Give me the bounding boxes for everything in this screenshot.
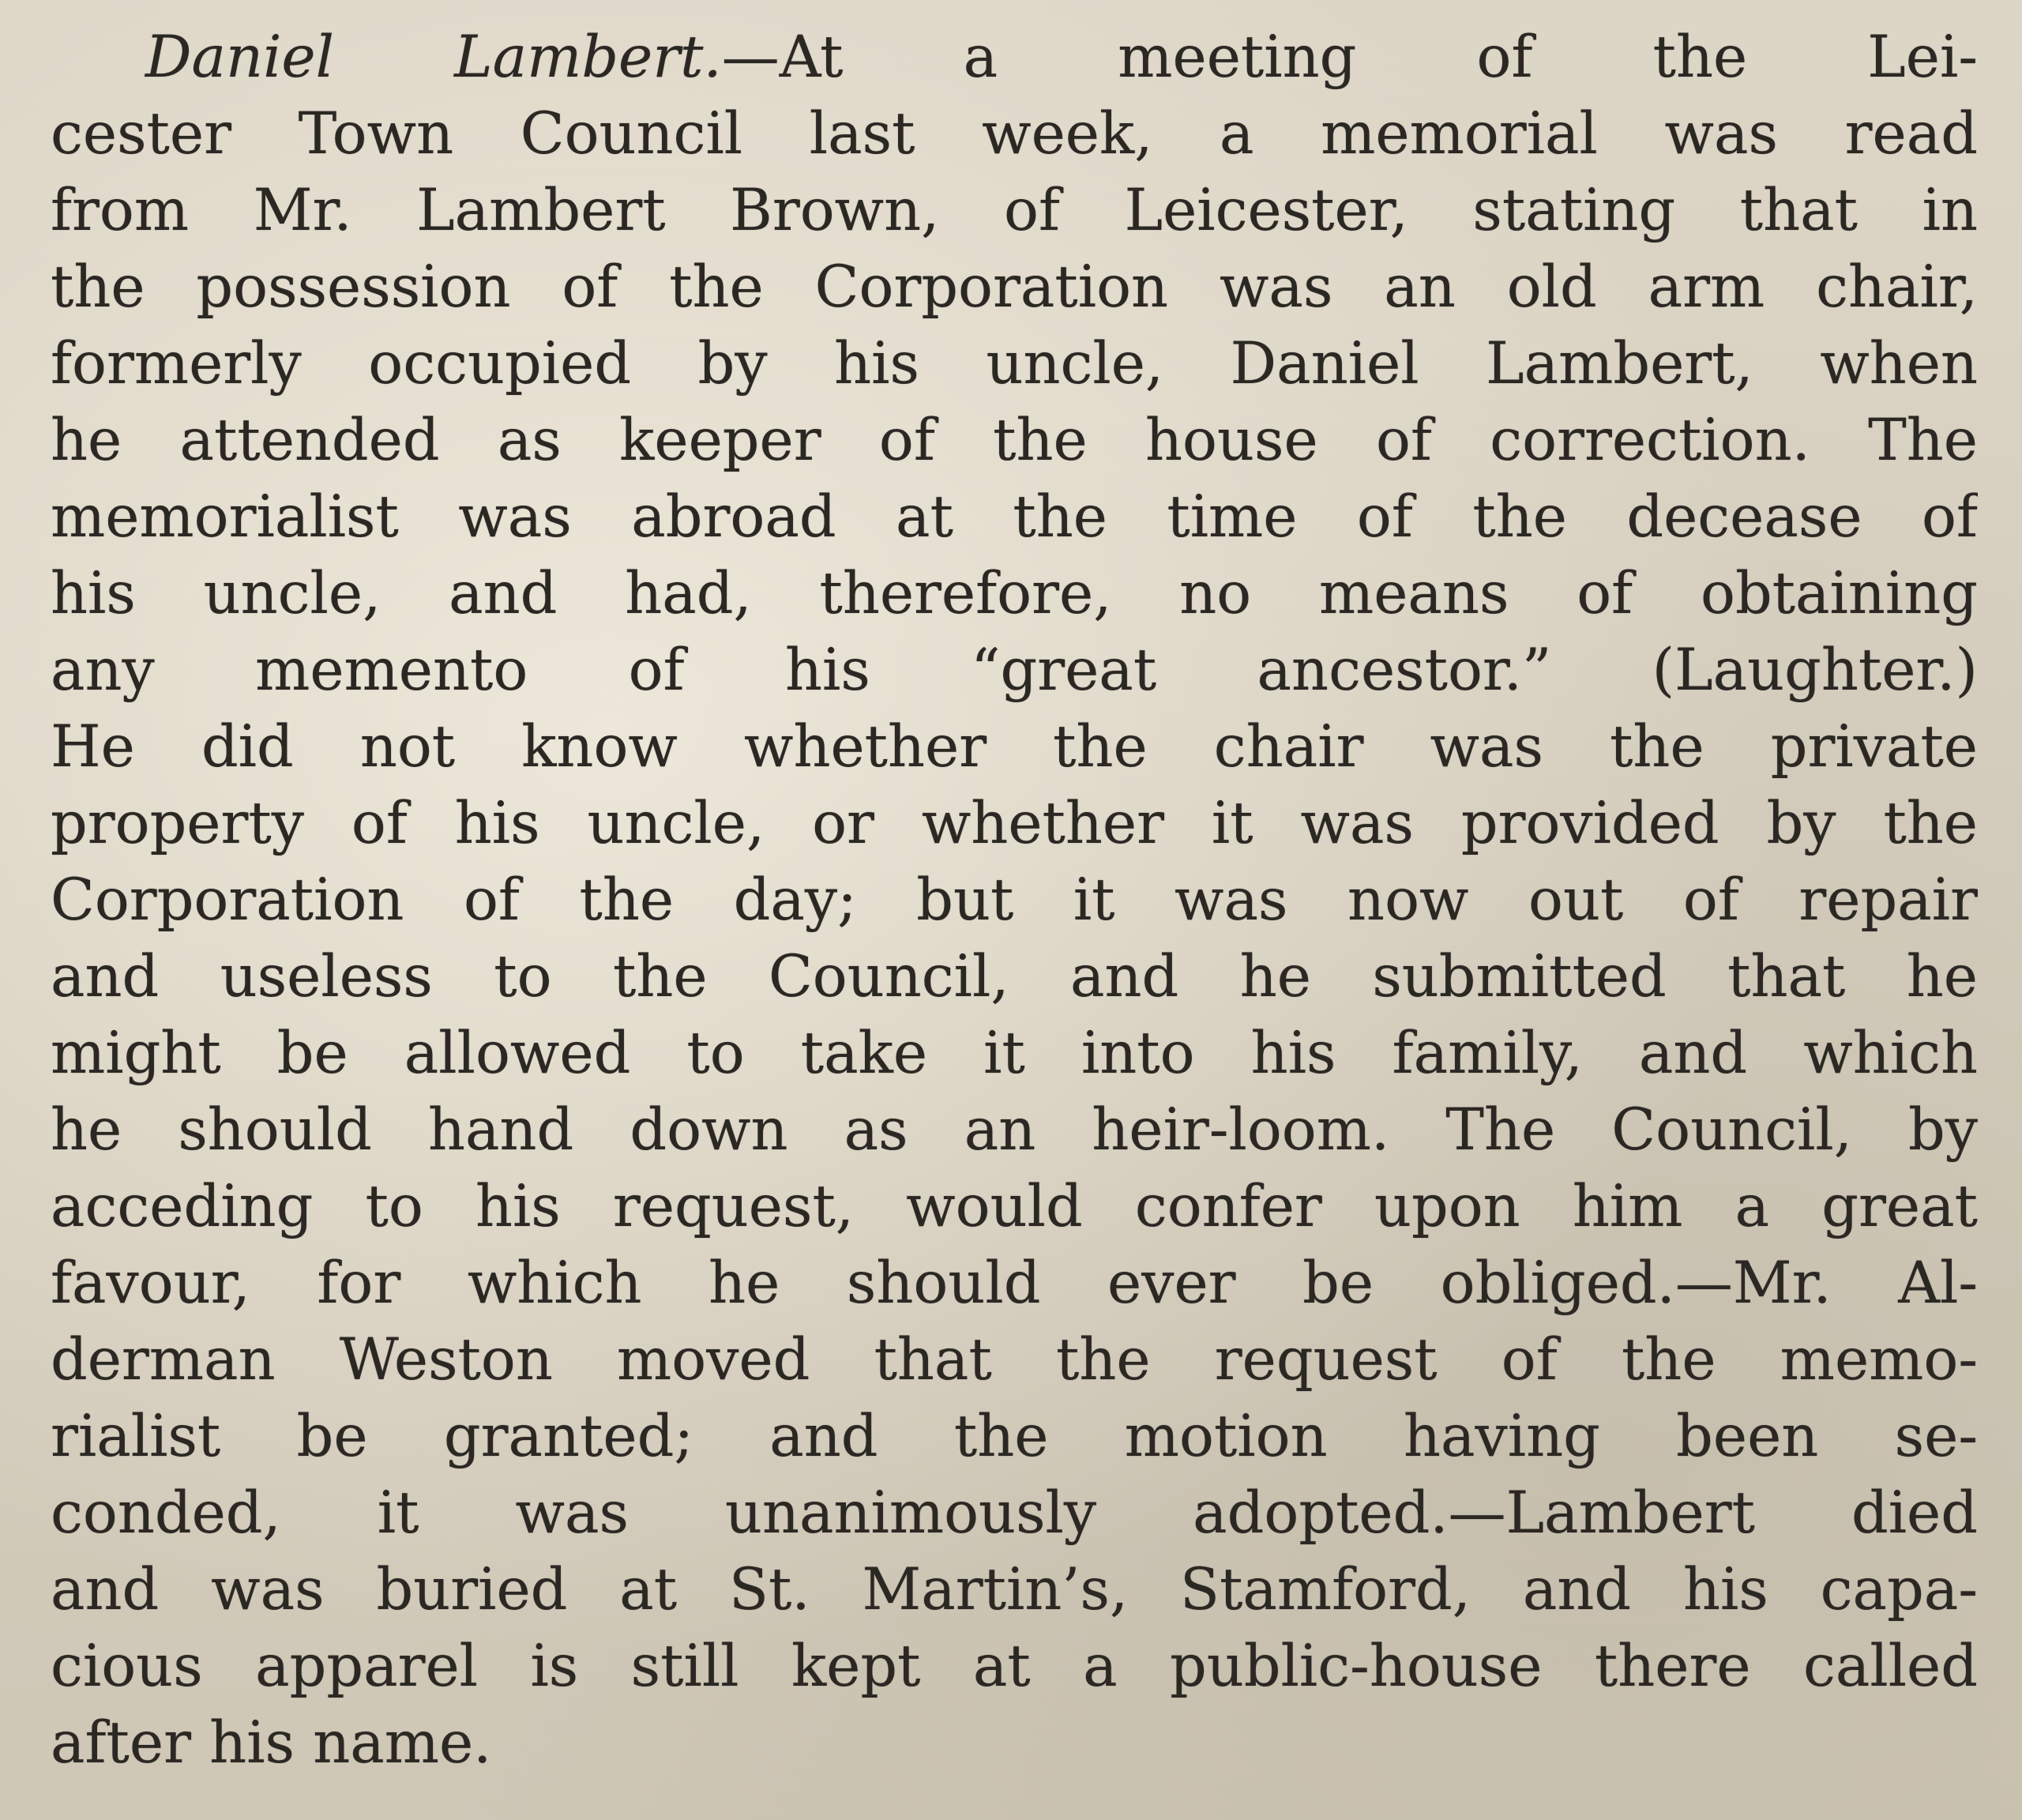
- article-line-19: rialist be granted; and the motion having been se-: [51, 1403, 1978, 1470]
- article-line-20: conded, it was unanimously adopted.—Lambert died: [51, 1480, 1978, 1547]
- article-line-2: cester Town Council last week, a memorial was read: [51, 100, 1978, 167]
- article-line-13: and useless to the Council, and he submitted that he: [51, 943, 1978, 1010]
- article-line-5: formerly occupied by his uncle, Daniel Lambert, when: [51, 330, 1978, 397]
- article-line-14: might be allowed to take it into his family, and which: [51, 1020, 1978, 1087]
- article-line-22: cious apparel is still kept at a public-house there called: [51, 1633, 1978, 1700]
- article-line-15: he should hand down as an heir-loom. The Council, by: [51, 1096, 1978, 1164]
- article-line-18: derman Weston moved that the request of the memo-: [51, 1326, 1978, 1393]
- article-line-12: Corporation of the day; but it was now out of repair: [51, 867, 1978, 934]
- article-column: [51, 19, 1978, 1781]
- article-line-7: memorialist was abroad at the time of the decease of: [51, 483, 1978, 551]
- article-line-9: any memento of his “great ancestor.” (Laughter.): [51, 637, 1978, 704]
- article-line-3: from Mr. Lambert Brown, of Leicester, stating that in: [51, 177, 1978, 244]
- article-line-16: acceding to his request, would confer upon him a great: [51, 1173, 1978, 1240]
- article-line-17: favour, for which he should ever be obliged.—Mr. Al-: [51, 1250, 1978, 1317]
- article-line-23: after his name.: [51, 1709, 492, 1777]
- article-line-4: the possession of the Corporation was an old arm chair,: [51, 254, 1978, 321]
- article-line-8: his uncle, and had, therefore, no means of obtaining: [51, 560, 1978, 627]
- article-line-10: He did not know whether the chair was the private: [51, 713, 1978, 780]
- article-line-21: and was buried at St. Martin’s, Stamford, and his capa-: [51, 1556, 1978, 1623]
- article-line-1: [51, 19, 1978, 96]
- article-line-1-text: —At a meeting of the Lei-: [721, 24, 1978, 91]
- article-heading: Daniel Lambert.: [145, 24, 722, 91]
- article-line-11: property of his uncle, or whether it was provided by the: [51, 790, 1978, 857]
- article-line-6: he attended as keeper of the house of correction. The: [51, 407, 1978, 474]
